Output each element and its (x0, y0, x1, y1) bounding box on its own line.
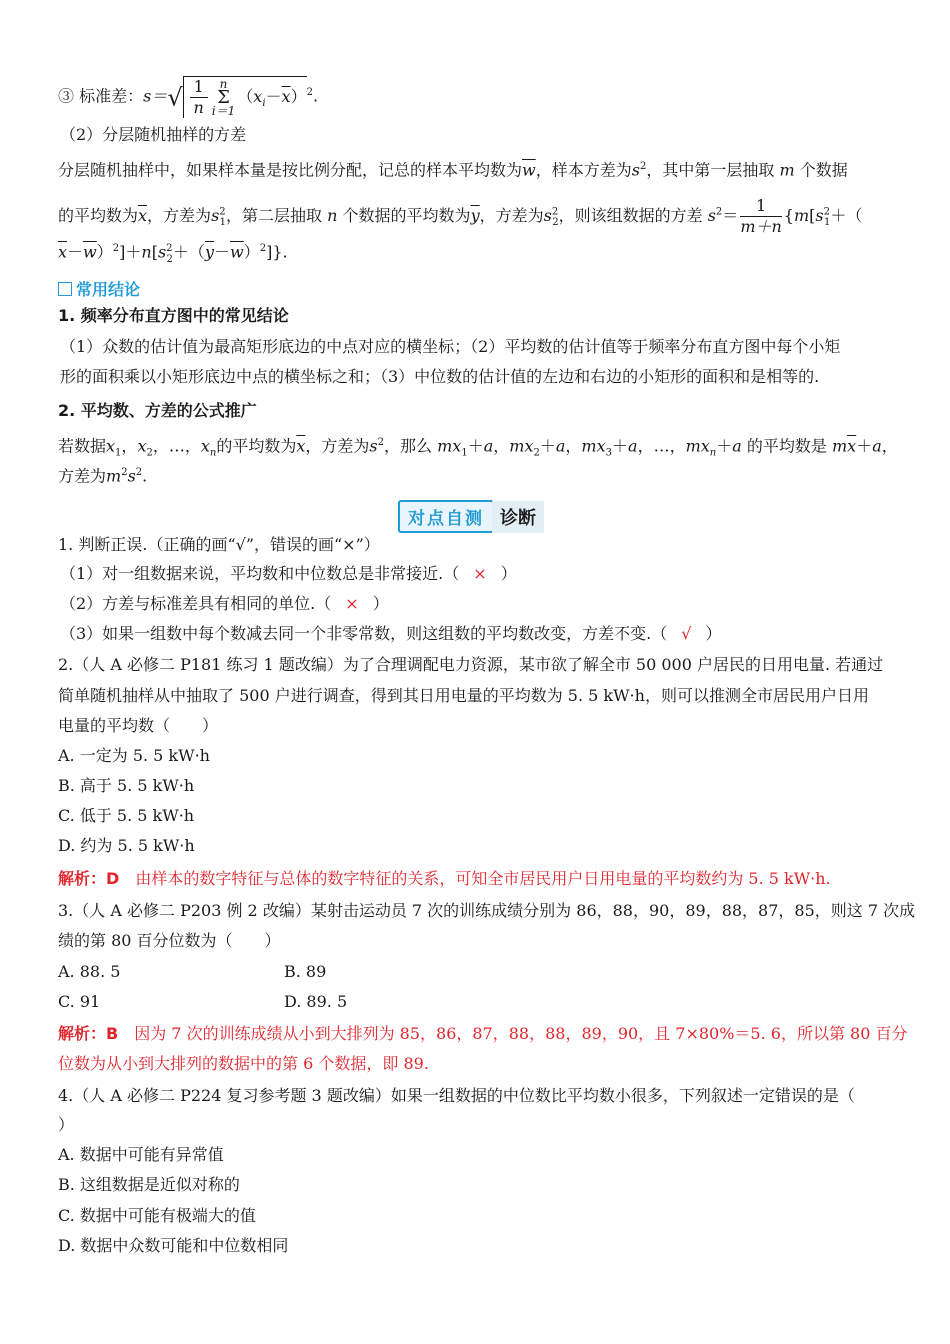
question-1-stem: 1. 判断正误.（正确的画“√”，错误的画“×”） (58, 535, 380, 554)
std-dev-formula: ③ 标准差：s＝√ $\frac{1}{n}$ n Σ $i=1(x_i-\overline{x})^2$. (58, 76, 319, 118)
question-2-solution: 解析：D 由样本的数字特征与总体的数字特征的关系，可知全市居民用户日用电量的平均数约为 5. 5 kW·h. (58, 869, 831, 888)
fraction-one-over-m-plus-n: $\frac{1}{m+n}$ (740, 196, 782, 236)
stratified-heading: （2）分层随机抽样的方差 (60, 125, 247, 144)
question-3-line-1: 3.（人 A 必修二 P203 例 2 改编）某射击运动员 7 次的训练成绩分别为 86，88，90，89，88，87，85，则这 7 次成 (58, 901, 916, 920)
stratified-line-1: 分层随机抽样中，如果样本量是按比例分配，记总的样本平均数为$\overline{w}$，样本方差为$s^2$，其中第一层抽取 m 个数据 (58, 160, 848, 180)
conclusion-para-2a: 若数据$x_1$，$x_2$，…，$x_n$的平均数为$\overline{x}$，方差为$s^2$，那么 $mx_1+a$，$mx_2+a$，$mx_3+a$，…，$mx_n+a$ 的平均数是 $m\overline{x}+a$， (58, 436, 898, 459)
conclusion-para-1a: （1）众数的估计值为最高矩形底边的中点对应的横坐标；（2）平均数的估计值等于频率分布直方图中每个小矩 (60, 337, 841, 356)
question-1-item-2: （2）方差与标准差具有相同的单位.（ × ） (60, 594, 389, 613)
question-1-item-3: （3）如果一组数中每个数减去同一个非零常数，则这组数的平均数改变，方差不变.（ √ ） (60, 624, 722, 643)
stratified-line-2: 的平均数为$\overline{x}$，方差为$s^2_1$，第二层抽取 n 个数据的平均数为$\overline{y}$，方差为$s^2_2$，则该组数据的方差 $s^2=$ $\frac{1}{m+n}$ {$m[s^2_1+$（ (58, 196, 863, 236)
question-3-option-b: B. 89 (284, 962, 327, 981)
question-3-line-2: 绩的第 80 百分位数为（ ） (58, 931, 281, 950)
stratified-line-3: $\overline{x}-\overline{w})^2]+n[s^2_2+(\overline{y}-\overline{w})^2]$}. (58, 242, 288, 265)
question-4-option-d: D. 数据中众数可能和中位数相同 (58, 1236, 289, 1255)
question-1-item-1: （1）对一组数据来说，平均数和中位数总是非常接近.（ × ） (60, 564, 517, 583)
question-2-option-c: C. 低于 5. 5 kW·h (58, 806, 195, 825)
answer-mark: × (473, 564, 487, 583)
conclusion-para-2b: 方差为$m^2s^2$. (58, 466, 148, 486)
question-3-solution-2: 位数为从小到大排列的数据中的第 6 个数据，即 89. (58, 1054, 429, 1073)
square-icon (58, 282, 72, 296)
question-4-option-b: B. 这组数据是近似对称的 (58, 1175, 240, 1194)
question-3-option-a: A. 88. 5 (58, 962, 121, 981)
conclusion-para-1b: 形的面积乘以小矩形底边中点的横坐标之和；（3）中位数的估计值的左边和右边的小矩形的面积和是相等的. (60, 367, 820, 386)
std-dev-label: ③ 标准差： (58, 86, 144, 106)
conclusions-title: 常用结论 (58, 279, 140, 301)
question-4-line-2: ） (58, 1115, 75, 1134)
sqrt-symbol: √ $\frac{1}{n}$ n Σ $i=1(x_i-\overline{x})$ (167, 76, 307, 118)
conclusion-heading-1: 1. 频率分布直方图中的常见结论 (58, 306, 289, 325)
conclusion-heading-2: 2. 平均数、方差的公式推广 (58, 401, 257, 420)
question-2-line-3: 电量的平均数（ ） (58, 716, 219, 735)
question-2-option-d: D. 约为 5. 5 kW·h (58, 836, 195, 855)
question-4-line-1: 4.（人 A 必修二 P224 复习参考题 3 题改编）如果一组数据的中位数比平均数小很多，下列叙述一定错误的是（ (58, 1086, 855, 1105)
self-test-banner-tail: 诊断 (492, 501, 544, 533)
self-test-banner (398, 500, 544, 530)
self-test-banner-box: 对点自测 (398, 500, 494, 533)
question-3-solution-1: 解析：B 因为 7 次的训练成绩从小到大排列为 85，86，87，88，88，89，90，且 7×80%＝5. 6，所以第 80 百分 (58, 1024, 908, 1043)
question-4-option-a: A. 数据中可能有异常值 (58, 1145, 224, 1164)
question-2-line-1: 2.（人 A 必修二 P181 练习 1 题改编）为了合理调配电力资源，某市欲了解全市 50 000 户居民的日用电量. 若通过 (58, 655, 884, 674)
question-2-option-a: A. 一定为 5. 5 kW·h (58, 746, 210, 765)
question-3-option-c: C. 91 (58, 992, 101, 1011)
std-dev-lhs: s＝ (143, 86, 168, 106)
question-3-option-d: D. 89. 5 (284, 992, 348, 1011)
answer-mark: √ (681, 624, 692, 643)
question-2-line-2: 简单随机抽样从中抽取了 500 户进行调查，得到其日用电量的平均数为 5. 5 kW·h，则可以推测全市居民用户日用 (58, 686, 869, 705)
fraction-one-over-n: $\frac{1}{n}$ (190, 77, 208, 118)
question-2-option-b: B. 高于 5. 5 kW·h (58, 776, 195, 795)
question-4-option-c: C. 数据中可能有极端大的值 (58, 1206, 256, 1225)
answer-mark: × (345, 594, 359, 613)
sigma-symbol: n Σ i＝1 (211, 76, 236, 118)
